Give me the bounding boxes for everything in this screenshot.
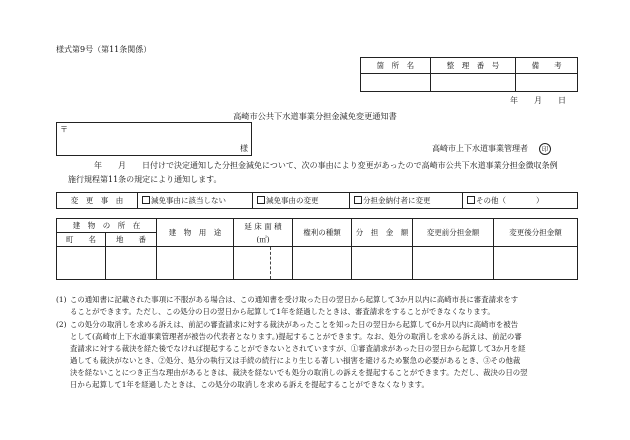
reason-option-payer-change[interactable]: 分担金納付者に変更 — [350, 193, 463, 209]
contribution-amount-header: 分 担 金 額 — [352, 219, 413, 247]
town-name-cell[interactable] — [57, 247, 106, 280]
remarks-header: 備 考 — [516, 58, 578, 74]
right-type-header: 権利の種類 — [293, 219, 352, 247]
building-table — [56, 218, 578, 280]
town-name-header: 町 名 — [57, 233, 106, 247]
floor-area-unit: (㎡) — [256, 234, 270, 244]
seal-mark: 印 — [539, 143, 551, 155]
note-2-line: 査請求に対する裁決を経た後でなければ提起することができないとされていますが、①審査請求があった日の翌日から起算して3か月を経 — [70, 344, 526, 353]
postal-mark: 〒 — [60, 125, 68, 134]
floor-area-cell[interactable] — [234, 247, 293, 280]
checkbox-icon[interactable] — [142, 196, 150, 204]
checkbox-icon[interactable] — [354, 196, 362, 204]
location-name-header: 箇 所 名 — [361, 58, 431, 74]
amount-after-cell[interactable] — [494, 247, 578, 280]
recipient-address-box[interactable] — [56, 122, 252, 156]
note-2-line: 日から起算して1年を経過したときは、この処分の取消しを求める訴えを提起することができなくなります。 — [70, 380, 429, 389]
reference-number-cell[interactable] — [430, 74, 516, 92]
note-1-line: ることができます。ただし、この処分の日の翌日から起算して1年を経過したときは、審査請求をすることができなくなります。 — [70, 307, 495, 316]
amount-after-header: 変更後分担金額 — [494, 219, 578, 247]
lot-number-cell[interactable] — [106, 247, 157, 280]
decimal-divider — [270, 247, 292, 279]
note-2-line: 過しても裁決がないとき、②処分、処分の執行又は手続の続行により生じる著しい損害を避けるため緊急の必要があるとき、③その他裁 — [70, 356, 521, 365]
note-2-line: この処分の取消しを求める訴えは、前記の審査請求に対する裁決があったことを知った日の翌日から起算して6か月以内に高崎市を被告 — [70, 320, 519, 329]
top-ref-table — [360, 57, 578, 92]
building-location-header: 建 物 の 所 在 — [57, 219, 157, 233]
checkbox-icon[interactable] — [467, 196, 475, 204]
form-id: 様式第9号（第11条関係） — [56, 45, 152, 54]
note-1-number: (1) — [56, 295, 67, 304]
amount-before-header: 変更前分担金額 — [413, 219, 494, 247]
note-2-line: 決を経ないことにつき正当な理由があるときは、裁決を経ないでも処分の取消しの訴えを提起することができます。ただし、裁決の日の翌 — [70, 368, 528, 377]
change-reason-label: 変 更 事 由 — [57, 193, 138, 209]
note-2-line: として(高崎市上下水道事業管理者が被告の代表者となります。)提起することができます。なお、処分の取消しを求める訴えは、前記の審 — [70, 332, 522, 341]
honorific-sama: 様 — [240, 144, 248, 153]
amount-before-cell[interactable] — [413, 247, 494, 280]
body-text-line-2: 施行規程第11条の規定により通知します。 — [68, 175, 222, 184]
reference-number-header: 整 理 番 号 — [430, 58, 516, 74]
building-use-cell[interactable] — [157, 247, 234, 280]
checkbox-icon[interactable] — [257, 196, 265, 204]
building-use-header: 建 物 用 途 — [157, 219, 234, 247]
reason-option-reason-change[interactable]: 減免事由の変更 — [253, 193, 350, 209]
contribution-amount-cell[interactable] — [352, 247, 413, 280]
date-line: 年 月 日 — [510, 96, 566, 105]
sender — [432, 143, 551, 155]
floor-area-header: 延 床 面 積 (㎡) — [234, 219, 293, 247]
reason-option-not-applicable[interactable]: 減免事由に該当しない — [138, 193, 253, 209]
reason-option-other[interactable]: その他（ ） — [463, 193, 578, 209]
change-reason-table — [56, 192, 578, 209]
right-type-cell[interactable] — [293, 247, 352, 280]
remarks-cell[interactable] — [516, 74, 578, 92]
body-text-line-1: 年 月 日付けで決定通知した分担金減免について、次の事由により変更があったので高崎市公共下水道事業分担金徴収条例 — [94, 161, 558, 170]
sender-name: 高崎市上下水道事業管理者 — [432, 144, 528, 153]
location-name-cell[interactable] — [361, 74, 431, 92]
lot-number-header: 地 番 — [106, 233, 157, 247]
document-title: 高崎市公共下水道事業分担金減免変更通知書 — [233, 111, 397, 121]
note-2-number: (2) — [56, 320, 67, 329]
note-1-line: この通知書に記載された事項に不服がある場合は、この通知書を受け取った日の翌日から起算して3か月以内に高崎市長に審査請求をす — [70, 295, 519, 304]
